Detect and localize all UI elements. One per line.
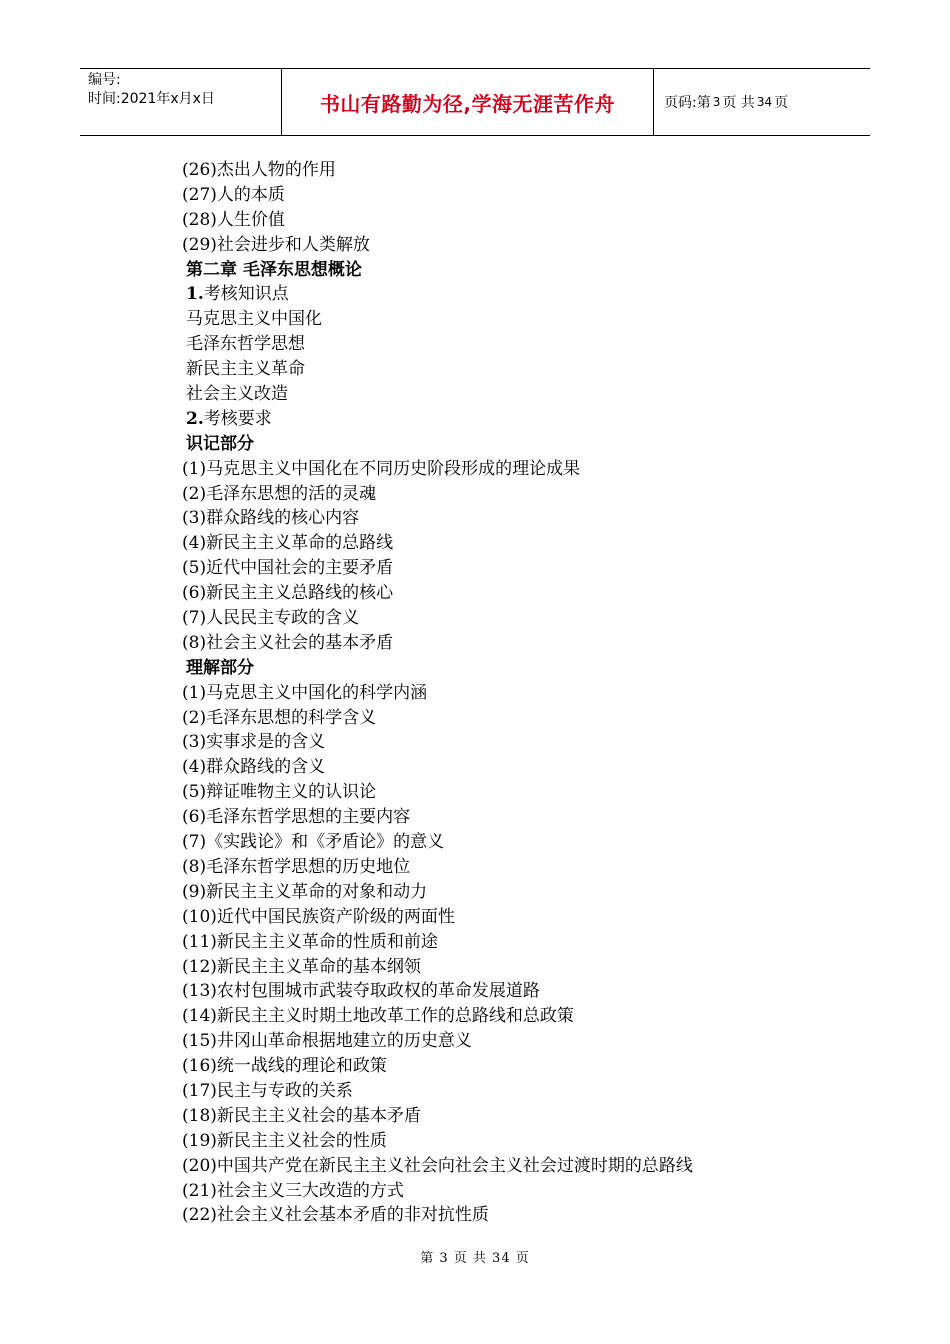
list-item: (4)新民主主义革命的总路线 [182,533,394,554]
page-current: 3 [712,95,721,109]
list-item: 2.考核要求 [186,408,272,429]
page-suffix: 页 [774,95,789,111]
list-item: 社会主义改造 [186,384,288,405]
list-item: (3)群众路线的核心内容 [182,508,360,529]
list-item: (14)新民主主义时期土地改革工作的总路线和总政策 [182,1006,574,1027]
header-meta [80,69,282,135]
list-item: (6)毛泽东哲学思想的主要内容 [182,807,411,828]
list-item: 马克思主义中国化 [186,309,322,330]
page-footer: 第 3 页 共 34 页 [420,1251,530,1266]
list-item: (3)实事求是的含义 [182,732,326,753]
list-item: (18)新民主主义社会的基本矛盾 [182,1105,421,1126]
list-item: (29)社会进步和人类解放 [182,234,370,255]
list-item: (2)毛泽东思想的科学含义 [182,707,377,728]
serial-label: 编号: [88,72,121,88]
list-item: (2)毛泽东思想的活的灵魂 [182,483,377,504]
list-item: (10)近代中国民族资产阶级的两面性 [182,906,455,927]
section-heading: 第二章 毛泽东思想概论 [186,259,362,280]
list-item: (21)社会主义三大改造的方式 [182,1180,404,1201]
list-item: (1)马克思主义中国化的科学内涵 [182,682,428,703]
document-body [182,158,886,1228]
list-item: (9)新民主主义革命的对象和动力 [182,881,428,902]
page-total: 34 [756,95,773,109]
list-item: (4)群众路线的含义 [182,757,326,778]
list-item: (11)新民主主义革命的性质和前途 [182,931,438,952]
list-item: (6)新民主主义总路线的核心 [182,583,394,604]
list-item: (7)《实践论》和《矛盾论》的意义 [182,832,445,853]
list-item: (16)统一战线的理论和政策 [182,1056,387,1077]
list-item: 新民主主义革命 [186,359,305,380]
list-item: 1.考核知识点 [186,284,289,305]
list-item: (1)马克思主义中国化在不同历史阶段形成的理论成果 [182,458,581,479]
list-item: (8)毛泽东哲学思想的历史地位 [182,856,411,877]
item-number: 1. [186,284,204,305]
list-item: (27)人的本质 [182,184,285,205]
list-item: (20)中国共产党在新民主主义社会向社会主义社会过渡时期的总路线 [182,1155,693,1176]
list-item: (15)井冈山革命根据地建立的历史意义 [182,1031,472,1052]
list-item: (8)社会主义社会的基本矛盾 [182,632,394,653]
item-number: 2. [186,408,204,429]
page-prefix: 页码:第 [664,95,711,111]
list-item: (5)辩证唯物主义的认识论 [182,782,377,803]
list-item: (5)近代中国社会的主要矛盾 [182,558,394,579]
list-item: (13)农村包围城市武装夺取政权的革命发展道路 [182,981,540,1002]
list-item: (26)杰出人物的作用 [182,160,336,180]
list-item: (12)新民主主义革命的基本纲领 [182,956,421,977]
page-header [80,68,870,136]
list-item: (28)人生价值 [182,209,285,230]
list-item: 毛泽东哲学思想 [186,334,305,355]
list-item: (22)社会主义社会基本矛盾的非对抗性质 [182,1205,489,1226]
section-heading: 识记部分 [186,433,254,454]
header-motto: 书山有路勤为径,学海无涯苦作舟 [282,69,654,135]
list-item: (7)人民民主专政的含义 [182,608,360,629]
page-middle: 页 共 [722,95,755,111]
date-label: 时间:2021年x月x日 [88,91,215,107]
section-heading: 理解部分 [186,657,254,678]
list-item: (19)新民主主义社会的性质 [182,1130,387,1151]
list-item: (17)民主与专政的关系 [182,1080,353,1101]
header-page-number [654,69,870,135]
